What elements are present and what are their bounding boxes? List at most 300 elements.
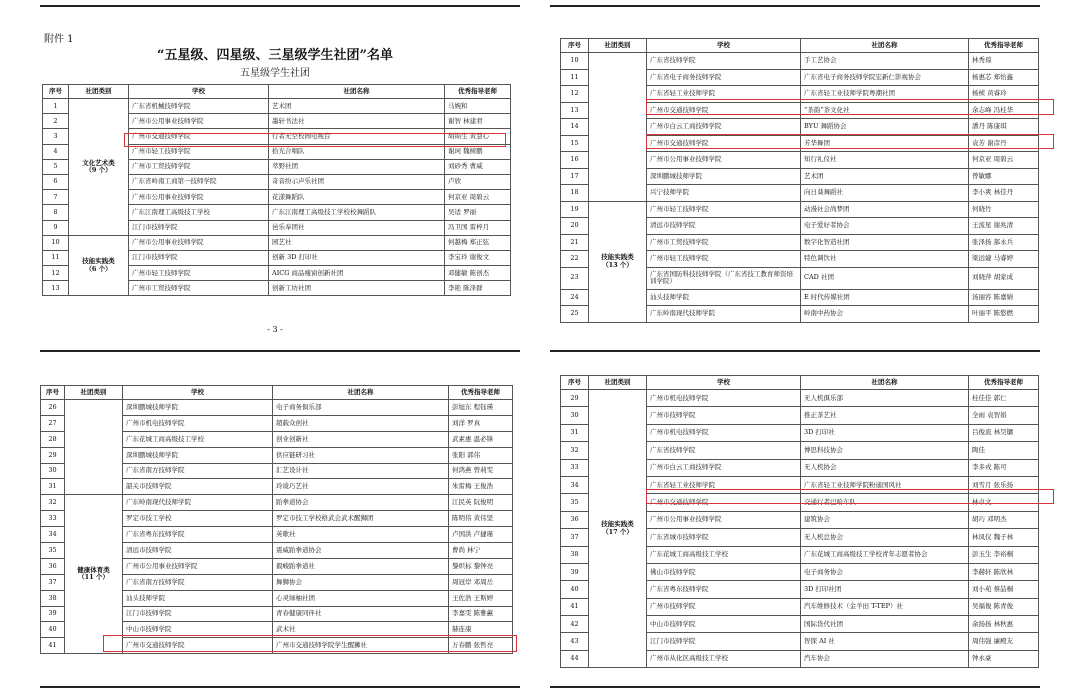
row-index: 39	[41, 606, 65, 622]
row-index: 33	[41, 511, 65, 527]
row-index: 11	[561, 69, 589, 86]
school-cell: 广东岭南现代技师学院	[123, 495, 273, 511]
row-index: 34	[41, 527, 65, 543]
table-row	[43, 99, 511, 114]
row-index: 16	[561, 152, 589, 169]
club-name-cell: 智探 AI 社	[801, 633, 969, 650]
category-cell	[65, 495, 123, 654]
advisor-cell: 彭玉生 李裕桐	[969, 546, 1039, 563]
school-cell: 中山市技师学院	[647, 616, 801, 633]
row-index: 35	[561, 494, 589, 511]
school-cell: 广东省轻工业技师学院	[647, 86, 801, 103]
club-name-cell: 汇艺设计社	[273, 463, 449, 479]
advisor-cell: 何京亚 周碧云	[445, 190, 511, 205]
attachment-label: 附件 1	[44, 34, 74, 45]
school-cell: 广东省城市技师学院	[647, 529, 801, 546]
advisor-cell: 林卓文	[969, 494, 1039, 511]
header-index: 序号	[561, 376, 589, 390]
row-index: 18	[561, 185, 589, 202]
club-name-cell: 电子商务俱乐部	[273, 400, 449, 416]
club-name-cell: BYU 舞蹈协会	[801, 119, 969, 136]
club-name-cell: 武术社	[273, 622, 449, 638]
advisor-cell: 何京亚 周碧云	[969, 152, 1039, 169]
school-cell: 广州市公用事业技师学院	[129, 190, 269, 205]
category-count: （6 个）	[85, 264, 112, 273]
header-index: 序号	[41, 386, 65, 400]
row-index: 24	[561, 289, 589, 306]
table-row	[561, 201, 1039, 218]
club-name-cell: 建筑协会	[801, 511, 969, 528]
advisor-cell: 赫连康	[449, 622, 513, 638]
row-index: 37	[41, 574, 65, 590]
club-name-cell: 玲珑巧艺社	[273, 479, 449, 495]
school-cell: 广州市机电技师学院	[647, 390, 801, 407]
school-cell: 广州市机电技师学院	[123, 415, 273, 431]
advisor-cell: 周冠岸 邓周岳	[449, 574, 513, 590]
school-cell: 广东省南方技师学院	[123, 463, 273, 479]
club-name-cell: 青春健康同伴社	[273, 606, 449, 622]
row-index: 31	[41, 479, 65, 495]
row-index: 40	[561, 581, 589, 598]
advisor-cell: 梁远婕 马睿婷	[969, 251, 1039, 268]
club-name-cell: 艺术团	[801, 168, 969, 185]
club-name-cell: 供应链研习社	[273, 447, 449, 463]
club-name-cell: 无人机总协会	[801, 529, 969, 546]
category-name: 技能实践类	[601, 253, 634, 262]
club-name-cell: “茶韵”茶文化社	[801, 102, 969, 119]
row-index: 28	[41, 431, 65, 447]
school-cell: 汕头技师学院	[647, 289, 801, 306]
school-cell: 广州市轻工技师学院	[647, 201, 801, 218]
advisor-cell: 刘小苑 蔡喆桐	[969, 581, 1039, 598]
advisor-cell: 朱雷梅 王俊浩	[449, 479, 513, 495]
advisor-cell: 刘雪月 张乐扬	[969, 476, 1039, 493]
school-cell: 广州市交通技师学院	[123, 638, 273, 654]
club-name-cell: 墨轩书法社	[269, 114, 445, 129]
club-name-cell: 超载众创社	[273, 415, 449, 431]
club-name-cell: 博思科技协会	[801, 442, 969, 459]
category-cell	[589, 53, 647, 202]
club-name-cell: 园艺社	[269, 235, 445, 250]
header-index: 序号	[43, 85, 69, 99]
row-index: 23	[561, 267, 589, 289]
row-index: 1	[43, 99, 69, 114]
row-index: 14	[561, 119, 589, 136]
school-cell: 韶关市技师学院	[123, 479, 273, 495]
club-name-cell: 行者无空校园电视台	[269, 129, 445, 144]
row-index: 34	[561, 476, 589, 493]
row-index: 36	[41, 558, 65, 574]
club-name-cell: CAD 社团	[801, 267, 969, 289]
school-cell: 广东省机械技师学院	[129, 99, 269, 114]
header-club-name: 社团名称	[801, 39, 969, 53]
school-cell: 江门市技师学院	[129, 220, 269, 235]
club-name-cell: 毅峻跆拳道社	[273, 558, 449, 574]
club-name-cell: E 时代传媒社团	[801, 289, 969, 306]
row-index: 4	[43, 144, 69, 159]
advisor-cell: 汤丽容 陈嘉婧	[969, 289, 1039, 306]
advisor-cell: 杨桢 黄睿玲	[969, 86, 1039, 103]
row-index: 32	[41, 495, 65, 511]
club-name-cell: 花漾舞蹈队	[269, 190, 445, 205]
school-cell: 广州市交通技师学院	[129, 129, 269, 144]
school-cell: 广州市交通技师学院	[647, 494, 801, 511]
table-row	[561, 53, 1039, 70]
category-count: （11 个）	[78, 573, 109, 582]
row-index: 41	[41, 638, 65, 654]
school-cell: 广州市轻工技师学院	[129, 266, 269, 281]
club-name-cell: 创新工坊社团	[269, 281, 445, 296]
advisor-cell: 张泽扬 郝永兵	[969, 234, 1039, 251]
club-name-cell: 艺术团	[269, 99, 445, 114]
club-name-cell: 3D 打印社团	[801, 581, 969, 598]
school-cell: 汕头技师学院	[123, 590, 273, 606]
row-index: 13	[43, 281, 69, 296]
row-index: 30	[41, 463, 65, 479]
school-cell: 广州市工贸技师学院	[129, 159, 269, 174]
school-cell: 深圳鹏城技师学院	[123, 400, 273, 416]
school-cell: 广东岭南现代技师学院	[647, 306, 801, 323]
header-school: 学校	[647, 39, 801, 53]
header-advisor: 优秀指导老师	[969, 376, 1039, 390]
school-cell: 广东省南方技师学院	[123, 574, 273, 590]
row-index: 13	[561, 102, 589, 119]
advisor-cell: 余志峰 冯桂华	[969, 102, 1039, 119]
row-index: 25	[561, 306, 589, 323]
club-name-cell: 无人机协会	[801, 459, 969, 476]
row-index: 38	[41, 590, 65, 606]
row-index: 37	[561, 529, 589, 546]
row-index: 6	[43, 174, 69, 189]
school-cell: 广州市机电技师学院	[647, 424, 801, 441]
advisor-cell: 王佐浩 王斯婷	[449, 590, 513, 606]
club-name-cell: 广东省轻工业技师学院粤潮社团	[801, 86, 969, 103]
advisor-cell: 彭旭东 程钰瑛	[449, 400, 513, 416]
club-name-cell: 罗定市技工学校格武会武术醒狮团	[273, 511, 449, 527]
category-cell	[589, 390, 647, 668]
advisor-cell: 林秀琼	[969, 53, 1039, 70]
row-index: 29	[41, 447, 65, 463]
advisor-cell: 李多戎 陈可	[969, 459, 1039, 476]
header-school: 学校	[129, 85, 269, 99]
advisor-cell: 陶佳	[969, 442, 1039, 459]
row-index: 36	[561, 511, 589, 528]
school-cell: 广州市白云工商技师学院	[647, 459, 801, 476]
advisor-cell: 吕俊流 林昊镛	[969, 424, 1039, 441]
table-row	[41, 495, 513, 511]
page-separator	[40, 686, 520, 688]
club-name-cell: 广东省电子商务技师学院宏新仁影视协会	[801, 69, 969, 86]
school-cell: 广东省轻工业技师学院	[647, 476, 801, 493]
advisor-cell: 邓健敏 陈创杰	[445, 266, 511, 281]
page-separator	[550, 5, 1040, 7]
school-cell: 深圳鹏城技师学院	[123, 447, 273, 463]
category-name: 健康体育类	[77, 566, 110, 575]
header-index: 序号	[561, 39, 589, 53]
club-name-cell: 交通行者巴哈车队	[801, 494, 969, 511]
category-cell	[589, 201, 647, 322]
club-name-cell: 电子爱好者协会	[801, 218, 969, 235]
club-name-cell: 心灵绿柚社团	[273, 590, 449, 606]
school-cell: 广东花城工商高级技工学校	[123, 431, 273, 447]
school-cell: 佛山市技师学院	[647, 563, 801, 580]
row-index: 22	[561, 251, 589, 268]
row-index: 8	[43, 205, 69, 220]
advisor-cell: 张阳 郭伟	[449, 447, 513, 463]
advisor-cell: 刘砂秀 曹威	[445, 159, 511, 174]
club-name-cell: 动漫社会尚梦团	[801, 201, 969, 218]
category-cell	[69, 99, 129, 236]
school-cell: 广州市公用事业技师学院	[129, 114, 269, 129]
page-separator	[550, 350, 1040, 352]
advisor-cell: 马婉和	[445, 99, 511, 114]
club-name-cell: 广东省轻工业技师学院粉通国风社	[801, 476, 969, 493]
row-index: 35	[41, 543, 65, 559]
advisor-cell: 黎炽标 黎钟亮	[449, 558, 513, 574]
advisor-cell: 武素惠 温必锋	[449, 431, 513, 447]
row-index: 40	[41, 622, 65, 638]
category-cell	[65, 400, 123, 495]
header-category: 社团类别	[69, 85, 129, 99]
club-name-cell: 广州市交通技师学院学生醒狮社	[273, 638, 449, 654]
header-school: 学校	[123, 386, 273, 400]
club-name-cell: 汽车维修技术（金羊田 T-TEP）社	[801, 598, 969, 615]
club-name-cell: 广东花城工商高级技工学校青年志愿者协会	[801, 546, 969, 563]
advisor-cell: 陈明伟 黄伟坚	[449, 511, 513, 527]
advisor-cell: 何越梅 郑正弦	[445, 235, 511, 250]
advisor-cell: 王流星 谢兆清	[969, 218, 1039, 235]
school-cell: 清远市技师学院	[123, 543, 273, 559]
school-cell: 广东江南理工高级技工学校	[129, 205, 269, 220]
document-title: “五星级、四星级、三星级学生社团”名单	[157, 48, 393, 63]
club-name-cell: 震威跆拳道协会	[273, 543, 449, 559]
school-cell: 广州市技师学院	[647, 407, 801, 424]
advisor-cell: 万春鹏 张哲亮	[449, 638, 513, 654]
advisor-cell: 江民英 阮俊明	[449, 495, 513, 511]
category-name: 技能实践类	[601, 520, 634, 529]
row-index: 12	[561, 86, 589, 103]
advisor-cell: 胡巧 邓明杰	[969, 511, 1039, 528]
school-cell: 广州市交通技师学院	[647, 102, 801, 119]
club-name-cell: 创业创新社	[273, 431, 449, 447]
advisor-cell: 杨惠芯 郑怡鑫	[969, 69, 1039, 86]
school-cell: 江门市技师学院	[129, 250, 269, 265]
school-cell: 广州市轻工技师学院	[647, 251, 801, 268]
table-header-row	[41, 386, 513, 400]
row-index: 33	[561, 459, 589, 476]
club-name-cell: 向日葵舞蹈社	[801, 185, 969, 202]
school-cell: 广州市交通技师学院	[647, 135, 801, 152]
header-category: 社团类别	[65, 386, 123, 400]
school-cell: 广东省技师学院	[647, 53, 801, 70]
advisor-cell: 谢智 林建君	[445, 114, 511, 129]
advisor-cell: 曹尚 林宁	[449, 543, 513, 559]
club-name-cell: 国际货代社团	[801, 616, 969, 633]
club-name-cell: 拾光合唱队	[269, 144, 445, 159]
club-name-cell: 芳华舞团	[801, 135, 969, 152]
school-cell: 广州市公用事业技师学院	[647, 511, 801, 528]
school-cell: 广东省粤东技师学院	[647, 581, 801, 598]
club-name-cell: 奇音纷示声乐社团	[269, 174, 445, 189]
row-index: 10	[43, 235, 69, 250]
club-name-cell: 跆拳道协会	[273, 495, 449, 511]
advisor-cell: 潘丹 陈康琪	[969, 119, 1039, 136]
advisor-cell: 李宝玲 谢俊文	[445, 250, 511, 265]
row-index: 21	[561, 234, 589, 251]
advisor-cell: 李赫轩 陈欣林	[969, 563, 1039, 580]
school-cell: 深圳鹏城技师学院	[647, 168, 801, 185]
school-cell: 广东省技师学院	[647, 442, 801, 459]
row-index: 2	[43, 114, 69, 129]
school-cell: 中山市技师学院	[123, 622, 273, 638]
row-index: 38	[561, 546, 589, 563]
school-cell: 清远市技师学院	[647, 218, 801, 235]
table-row	[43, 235, 511, 250]
row-index: 17	[561, 168, 589, 185]
row-index: 39	[561, 563, 589, 580]
club-name-cell: 手工艺协会	[801, 53, 969, 70]
advisor-cell: 刘洋 罗真	[449, 415, 513, 431]
table-row	[41, 400, 513, 416]
page-separator	[40, 5, 520, 7]
school-cell: 江门市技师学院	[647, 633, 801, 650]
category-name: 技能实践类	[82, 257, 115, 266]
advisor-cell: 何鸿燕 曾莉雯	[449, 463, 513, 479]
row-index: 32	[561, 442, 589, 459]
category-count: （9 个）	[85, 165, 112, 174]
header-club-name: 社团名称	[273, 386, 449, 400]
school-cell: 江门市技师学院	[123, 606, 273, 622]
club-name-cell: 广东江南理工高级技工学校校舞蹈队	[269, 205, 445, 220]
advisor-cell: 周伟强 廉殿友	[969, 633, 1039, 650]
header-club-name: 社团名称	[801, 376, 969, 390]
row-index: 11	[43, 250, 69, 265]
club-table-4	[560, 375, 1039, 668]
row-index: 30	[561, 407, 589, 424]
school-cell: 广州市白云工商技师学院	[647, 119, 801, 136]
row-index: 26	[41, 400, 65, 416]
school-cell: 广州市轻工技师学院	[129, 144, 269, 159]
school-cell: 兴宁技师学院	[647, 185, 801, 202]
club-name-cell: 推正茶艺社	[801, 407, 969, 424]
row-index: 12	[43, 266, 69, 281]
row-index: 19	[561, 201, 589, 218]
header-club-name: 社团名称	[269, 85, 445, 99]
advisor-cell: 卢欣	[445, 174, 511, 189]
club-name-cell: 萃野社团	[269, 159, 445, 174]
advisor-cell: 李小爽 林佳丹	[969, 185, 1039, 202]
row-index: 29	[561, 390, 589, 407]
school-cell: 广州市公用事业技师学院	[123, 558, 273, 574]
school-cell: 广州市工贸技师学院	[129, 281, 269, 296]
header-advisor: 优秀指导老师	[449, 386, 513, 400]
row-index: 9	[43, 220, 69, 235]
club-table-3	[40, 385, 513, 654]
advisor-cell: 李艳 陈泽群	[445, 281, 511, 296]
school-cell: 罗定市技工学校	[123, 511, 273, 527]
club-name-cell: AICG 商品瘦窗创新社团	[269, 266, 445, 281]
advisor-cell: 吴适 罗丽	[445, 205, 511, 220]
row-index: 10	[561, 53, 589, 70]
advisor-cell: 全雨 袁智娟	[969, 407, 1039, 424]
club-name-cell: 岭南中药协会	[801, 306, 969, 323]
club-name-cell: 无人机俱乐部	[801, 390, 969, 407]
advisor-cell: 林凤仪 魏子林	[969, 529, 1039, 546]
club-name-cell: 特色调饮社	[801, 251, 969, 268]
header-advisor: 优秀指导老师	[969, 39, 1039, 53]
school-cell: 广东省岭南工商第一技师学院	[129, 174, 269, 189]
school-cell: 广州市从化区高级技工学校	[647, 650, 801, 667]
category-name: 文化艺术类	[82, 158, 115, 167]
advisor-cell: 余扬扬 林秋惠	[969, 616, 1039, 633]
club-name-cell: 创新 3D 打印社	[269, 250, 445, 265]
club-name-cell: 数字化智造社团	[801, 234, 969, 251]
advisor-cell: 刘晓萍 胡家成	[969, 267, 1039, 289]
header-category: 社团类别	[589, 39, 647, 53]
category-count: （17 个）	[602, 527, 633, 536]
row-index: 3	[43, 129, 69, 144]
school-cell: 广东省电子商务技师学院	[647, 69, 801, 86]
advisor-cell: 谢珂 魏树鹏	[445, 144, 511, 159]
club-name-cell: 舞狮协会	[273, 574, 449, 590]
table-row	[561, 390, 1039, 407]
club-name-cell: 3D 打印社	[801, 424, 969, 441]
table-header-row	[561, 39, 1039, 53]
category-cell	[69, 235, 129, 296]
club-name-cell: 英歌社	[273, 527, 449, 543]
advisor-cell: 桂佳佳 郭仁	[969, 390, 1039, 407]
school-cell: 广州市工贸技师学院	[647, 234, 801, 251]
club-table-1	[42, 84, 511, 296]
advisor-cell: 冯卫国 雷梓月	[445, 220, 511, 235]
table-header-row	[43, 85, 511, 99]
header-category: 社团类别	[589, 376, 647, 390]
advisor-cell: 李嘉雯 陈雅蕙	[449, 606, 513, 622]
school-cell: 广东省粤东技师学院	[123, 527, 273, 543]
row-index: 20	[561, 218, 589, 235]
club-name-cell: 知行礼仪社	[801, 152, 969, 169]
advisor-cell: 叶丽平 陈悠燃	[969, 306, 1039, 323]
row-index: 42	[561, 616, 589, 633]
table-header-row	[561, 376, 1039, 390]
club-table-2	[560, 38, 1039, 323]
page-number: - 3 -	[267, 325, 283, 334]
category-count: （13 个）	[602, 260, 633, 269]
row-index: 44	[561, 650, 589, 667]
school-cell: 广东省国防科技技师学院（广东省技工教育师资培训学院）	[647, 267, 801, 289]
school-cell: 广州市公用事业技师学院	[647, 152, 801, 169]
school-cell: 广东花城工商高级技工学校	[647, 546, 801, 563]
page-separator	[550, 686, 1040, 688]
row-index: 41	[561, 598, 589, 615]
row-index: 27	[41, 415, 65, 431]
row-index: 5	[43, 159, 69, 174]
club-name-cell: 汽车协会	[801, 650, 969, 667]
advisor-cell: 胡锦生 黄慧心	[445, 129, 511, 144]
section-subtitle: 五星级学生社团	[240, 68, 310, 79]
club-name-cell: 邑乐奉团社	[269, 220, 445, 235]
row-index: 43	[561, 633, 589, 650]
school-cell: 广州市技师学院	[647, 598, 801, 615]
advisor-cell: 钟永豪	[969, 650, 1039, 667]
school-cell: 广州市公用事业技师学院	[129, 235, 269, 250]
advisor-cell: 袁芳 谢彦丹	[969, 135, 1039, 152]
row-index: 7	[43, 190, 69, 205]
page-separator	[40, 350, 520, 352]
advisor-cell: 何晓竹	[969, 201, 1039, 218]
club-name-cell: 电子商务协会	[801, 563, 969, 580]
advisor-cell: 吴福俊 陈青俊	[969, 598, 1039, 615]
